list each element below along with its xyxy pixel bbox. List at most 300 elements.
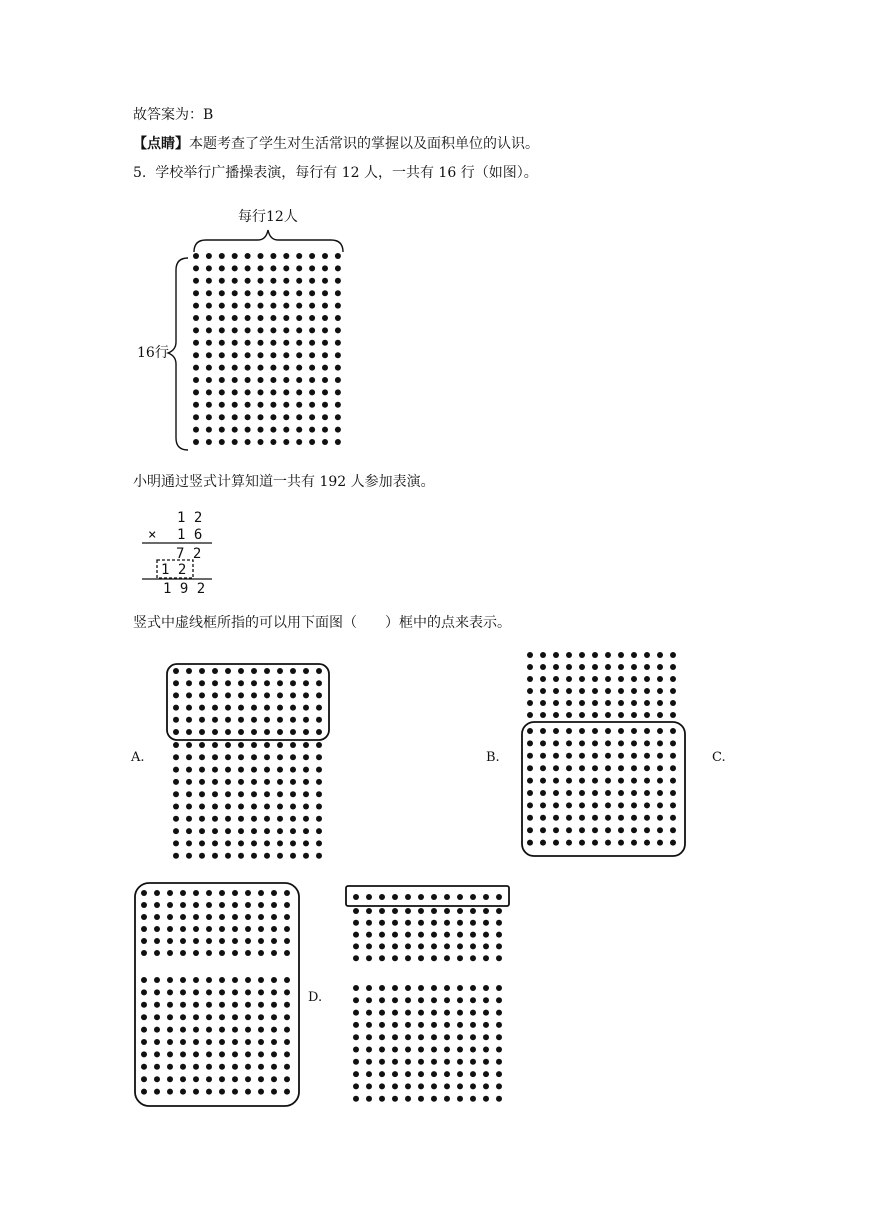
- dot: [540, 765, 546, 771]
- dot: [283, 377, 289, 383]
- dot: [296, 315, 302, 321]
- calc-operator: ×: [148, 527, 157, 543]
- dot: [657, 740, 663, 746]
- dot: [232, 914, 238, 920]
- dot: [431, 908, 437, 914]
- dot: [206, 315, 212, 321]
- dot: [444, 1034, 450, 1040]
- dot: [206, 926, 212, 932]
- dot: [303, 742, 309, 748]
- dot: [405, 1034, 411, 1040]
- dot: [167, 1064, 173, 1070]
- dot: [277, 717, 283, 723]
- dot: [270, 253, 276, 259]
- dot: [316, 754, 322, 760]
- option-b-dots-bottom: [353, 985, 502, 1102]
- dot: [232, 1002, 238, 1008]
- dot: [670, 700, 676, 706]
- dot: [296, 414, 302, 420]
- dot: [154, 902, 160, 908]
- option-a-dots-bottom: [173, 742, 322, 859]
- dot: [225, 754, 231, 760]
- dot: [303, 754, 309, 760]
- dot: [392, 1010, 398, 1016]
- dot: [225, 840, 231, 846]
- dot: [193, 439, 199, 445]
- dot: [431, 1059, 437, 1065]
- dot: [592, 790, 598, 796]
- dot: [180, 950, 186, 956]
- dot: [154, 1027, 160, 1033]
- dot: [670, 778, 676, 784]
- dot: [219, 890, 225, 896]
- dot: [238, 717, 244, 723]
- dot: [264, 767, 270, 773]
- dot: [206, 1051, 212, 1057]
- dot: [193, 890, 199, 896]
- dot: [592, 827, 598, 833]
- dot: [670, 802, 676, 808]
- dot: [418, 894, 424, 900]
- dot: [418, 1083, 424, 1089]
- dot: [496, 997, 502, 1003]
- dot: [540, 740, 546, 746]
- dot: [245, 303, 251, 309]
- dot: [553, 802, 559, 808]
- dot: [284, 1027, 290, 1033]
- dot: [193, 303, 199, 309]
- dot: [251, 816, 257, 822]
- dot: [219, 1014, 225, 1020]
- dot: [366, 932, 372, 938]
- dot: [232, 352, 238, 358]
- dot: [154, 989, 160, 995]
- dot: [457, 932, 463, 938]
- dot: [245, 389, 251, 395]
- calc-multiplier: 1 6: [177, 527, 203, 543]
- dot: [657, 664, 663, 670]
- dot: [644, 664, 650, 670]
- dot: [258, 402, 264, 408]
- dot: [173, 816, 179, 822]
- dot: [212, 767, 218, 773]
- dot: [309, 290, 315, 296]
- dot: [212, 692, 218, 698]
- dot: [167, 1089, 173, 1095]
- dot: [366, 894, 372, 900]
- dot: [245, 914, 251, 920]
- dot: [296, 278, 302, 284]
- dot: [270, 278, 276, 284]
- dot: [296, 253, 302, 259]
- option-b-label[interactable]: B.: [486, 750, 500, 765]
- dot: [335, 402, 341, 408]
- dot: [483, 955, 489, 961]
- dot: [225, 853, 231, 859]
- dot: [219, 1076, 225, 1082]
- dot: [566, 664, 572, 670]
- dot: [418, 1071, 424, 1077]
- option-d-label[interactable]: D.: [308, 990, 323, 1005]
- dot: [212, 668, 218, 674]
- dot: [232, 265, 238, 271]
- dot: [496, 1022, 502, 1028]
- dot: [206, 1076, 212, 1082]
- prompt-line: 竖式中虚线框所指的可以用下面图（ ）框中的点来表示。: [133, 615, 511, 631]
- dot: [251, 791, 257, 797]
- dot: [271, 938, 277, 944]
- dot: [270, 352, 276, 358]
- dot: [271, 1027, 277, 1033]
- dot: [605, 728, 611, 734]
- dot: [379, 1047, 385, 1053]
- dot: [496, 932, 502, 938]
- dot: [322, 352, 328, 358]
- dot: [470, 932, 476, 938]
- dot: [566, 728, 572, 734]
- dot: [316, 840, 322, 846]
- dot: [670, 840, 676, 846]
- dot: [579, 664, 585, 670]
- dot: [225, 668, 231, 674]
- dot: [245, 414, 251, 420]
- dot: [232, 439, 238, 445]
- dot: [366, 1071, 372, 1077]
- dot: [418, 1059, 424, 1065]
- dot: [180, 1064, 186, 1070]
- dot: [566, 790, 572, 796]
- dot: [154, 1064, 160, 1070]
- dot: [579, 815, 585, 821]
- dot: [618, 765, 624, 771]
- dot: [392, 1096, 398, 1102]
- dot: [444, 1047, 450, 1053]
- dot: [309, 365, 315, 371]
- dot: [245, 377, 251, 383]
- dot: [316, 692, 322, 698]
- dot: [264, 804, 270, 810]
- option-a-dots-top: [173, 668, 322, 735]
- dot: [212, 680, 218, 686]
- dot: [251, 717, 257, 723]
- dot: [296, 340, 302, 346]
- dot: [245, 926, 251, 932]
- dot: [180, 938, 186, 944]
- dot: [283, 389, 289, 395]
- dot: [290, 767, 296, 773]
- answer-line: 故答案为：B: [133, 107, 214, 123]
- dot: [180, 1076, 186, 1082]
- dot: [418, 908, 424, 914]
- dot: [173, 680, 179, 686]
- dot: [592, 688, 598, 694]
- dot: [496, 1047, 502, 1053]
- dot: [245, 1064, 251, 1070]
- dot: [206, 427, 212, 433]
- dot: [193, 989, 199, 995]
- dot: [457, 955, 463, 961]
- dot: [141, 977, 147, 983]
- dot: [271, 926, 277, 932]
- dot: [353, 1059, 359, 1065]
- dot: [444, 908, 450, 914]
- dot: [206, 1014, 212, 1020]
- dot: [309, 352, 315, 358]
- dot: [258, 1089, 264, 1095]
- dot: [199, 668, 205, 674]
- dot: [141, 1014, 147, 1020]
- dot: [186, 754, 192, 760]
- dot: [277, 767, 283, 773]
- dot: [219, 290, 225, 296]
- dot: [553, 840, 559, 846]
- dot: [284, 890, 290, 896]
- main-dot-grid: [193, 253, 341, 445]
- dot: [670, 728, 676, 734]
- dot: [405, 1083, 411, 1089]
- dot: [405, 920, 411, 926]
- dot: [631, 712, 637, 718]
- dot: [258, 1014, 264, 1020]
- dot: [631, 740, 637, 746]
- dot: [605, 740, 611, 746]
- dot: [277, 754, 283, 760]
- dot: [618, 740, 624, 746]
- dot: [206, 938, 212, 944]
- dot: [644, 790, 650, 796]
- dot: [277, 779, 283, 785]
- dot: [251, 729, 257, 735]
- dot: [219, 977, 225, 983]
- dot: [303, 729, 309, 735]
- dot: [271, 1002, 277, 1008]
- dot: [670, 712, 676, 718]
- dot: [186, 668, 192, 674]
- dot: [225, 828, 231, 834]
- dot: [309, 427, 315, 433]
- dot: [154, 890, 160, 896]
- dot: [232, 1027, 238, 1033]
- dot: [245, 1027, 251, 1033]
- dot: [316, 680, 322, 686]
- dot: [592, 700, 598, 706]
- dot: [457, 1022, 463, 1028]
- dot: [264, 717, 270, 723]
- dot: [283, 315, 289, 321]
- dot: [418, 1010, 424, 1016]
- dot: [270, 315, 276, 321]
- dot: [232, 989, 238, 995]
- dot: [245, 1051, 251, 1057]
- dot: [270, 402, 276, 408]
- dot: [219, 926, 225, 932]
- dot: [245, 278, 251, 284]
- dot: [631, 840, 637, 846]
- dot: [296, 365, 302, 371]
- dot: [193, 902, 199, 908]
- dot: [193, 938, 199, 944]
- dot: [245, 1089, 251, 1095]
- dot: [232, 1039, 238, 1045]
- dot: [618, 688, 624, 694]
- dot: [186, 742, 192, 748]
- dot: [309, 402, 315, 408]
- dot: [206, 278, 212, 284]
- dot: [644, 700, 650, 706]
- dot: [283, 352, 289, 358]
- dot: [579, 790, 585, 796]
- dot: [212, 742, 218, 748]
- dot: [180, 914, 186, 920]
- dot: [303, 668, 309, 674]
- dot: [296, 265, 302, 271]
- dot: [245, 1002, 251, 1008]
- dot: [270, 377, 276, 383]
- dot: [527, 676, 533, 682]
- dot: [553, 676, 559, 682]
- option-c-label[interactable]: C.: [712, 750, 726, 765]
- dot: [245, 340, 251, 346]
- option-b-dots-row1: [353, 894, 502, 900]
- dot: [553, 790, 559, 796]
- dot: [284, 1014, 290, 1020]
- dot: [618, 815, 624, 821]
- dot: [199, 729, 205, 735]
- dot: [631, 728, 637, 734]
- dot: [592, 664, 598, 670]
- dot: [167, 902, 173, 908]
- dot: [431, 1083, 437, 1089]
- dot: [245, 1076, 251, 1082]
- dot: [527, 778, 533, 784]
- dot: [212, 791, 218, 797]
- dot: [579, 700, 585, 706]
- dot: [431, 985, 437, 991]
- dot: [316, 779, 322, 785]
- dot: [316, 828, 322, 834]
- dot: [271, 1064, 277, 1070]
- dot: [470, 1083, 476, 1089]
- dot: [270, 290, 276, 296]
- dot: [496, 1096, 502, 1102]
- dot: [270, 327, 276, 333]
- dot: [154, 1076, 160, 1082]
- dot: [219, 1027, 225, 1033]
- dot: [270, 427, 276, 433]
- dot: [212, 729, 218, 735]
- dot: [309, 414, 315, 420]
- dot: [470, 997, 476, 1003]
- dot: [496, 943, 502, 949]
- option-a-label[interactable]: A.: [131, 750, 145, 765]
- dot: [258, 427, 264, 433]
- dot: [277, 828, 283, 834]
- dot: [353, 955, 359, 961]
- dot: [470, 943, 476, 949]
- dot: [431, 1071, 437, 1077]
- dot: [303, 692, 309, 698]
- dot: [212, 853, 218, 859]
- dot: [366, 955, 372, 961]
- dot: [457, 1083, 463, 1089]
- dot: [219, 938, 225, 944]
- dot: [618, 652, 624, 658]
- dot: [592, 815, 598, 821]
- dot: [141, 1051, 147, 1057]
- result-sentence: 小明通过竖式计算知道一共有 192 人参加表演。: [133, 474, 435, 490]
- dot: [379, 920, 385, 926]
- dot: [418, 955, 424, 961]
- dot: [527, 688, 533, 694]
- dot: [309, 389, 315, 395]
- dot: [264, 680, 270, 686]
- dot: [186, 729, 192, 735]
- dot: [193, 1076, 199, 1082]
- dot: [527, 700, 533, 706]
- dot: [303, 804, 309, 810]
- dot: [296, 290, 302, 296]
- dot: [579, 827, 585, 833]
- dot: [245, 253, 251, 259]
- dot: [457, 920, 463, 926]
- dot: [644, 728, 650, 734]
- dot: [167, 890, 173, 896]
- dot: [566, 778, 572, 784]
- dot: [631, 815, 637, 821]
- dot: [238, 729, 244, 735]
- dot: [283, 303, 289, 309]
- dot: [258, 950, 264, 956]
- dot: [366, 908, 372, 914]
- dot: [618, 664, 624, 670]
- dot: [322, 439, 328, 445]
- dot: [193, 1002, 199, 1008]
- dot: [444, 943, 450, 949]
- dot: [225, 680, 231, 686]
- dot: [644, 652, 650, 658]
- dot: [405, 932, 411, 938]
- dot: [657, 815, 663, 821]
- dot: [238, 680, 244, 686]
- dot: [238, 853, 244, 859]
- dot: [379, 985, 385, 991]
- dot: [258, 439, 264, 445]
- dot: [553, 728, 559, 734]
- dot: [283, 402, 289, 408]
- dot: [322, 303, 328, 309]
- dot: [457, 1096, 463, 1102]
- dot: [353, 1071, 359, 1077]
- dot: [366, 1047, 372, 1053]
- dot: [180, 989, 186, 995]
- dot: [316, 816, 322, 822]
- dot: [527, 753, 533, 759]
- dot: [605, 802, 611, 808]
- dot: [193, 377, 199, 383]
- dot: [657, 712, 663, 718]
- dot: [186, 853, 192, 859]
- dot: [290, 742, 296, 748]
- dot: [238, 840, 244, 846]
- dot: [483, 1022, 489, 1028]
- dot: [232, 389, 238, 395]
- dot: [141, 950, 147, 956]
- dot: [392, 1059, 398, 1065]
- dot: [284, 950, 290, 956]
- dot: [405, 1022, 411, 1028]
- dot: [444, 1096, 450, 1102]
- option-d-dots-top: [141, 890, 290, 956]
